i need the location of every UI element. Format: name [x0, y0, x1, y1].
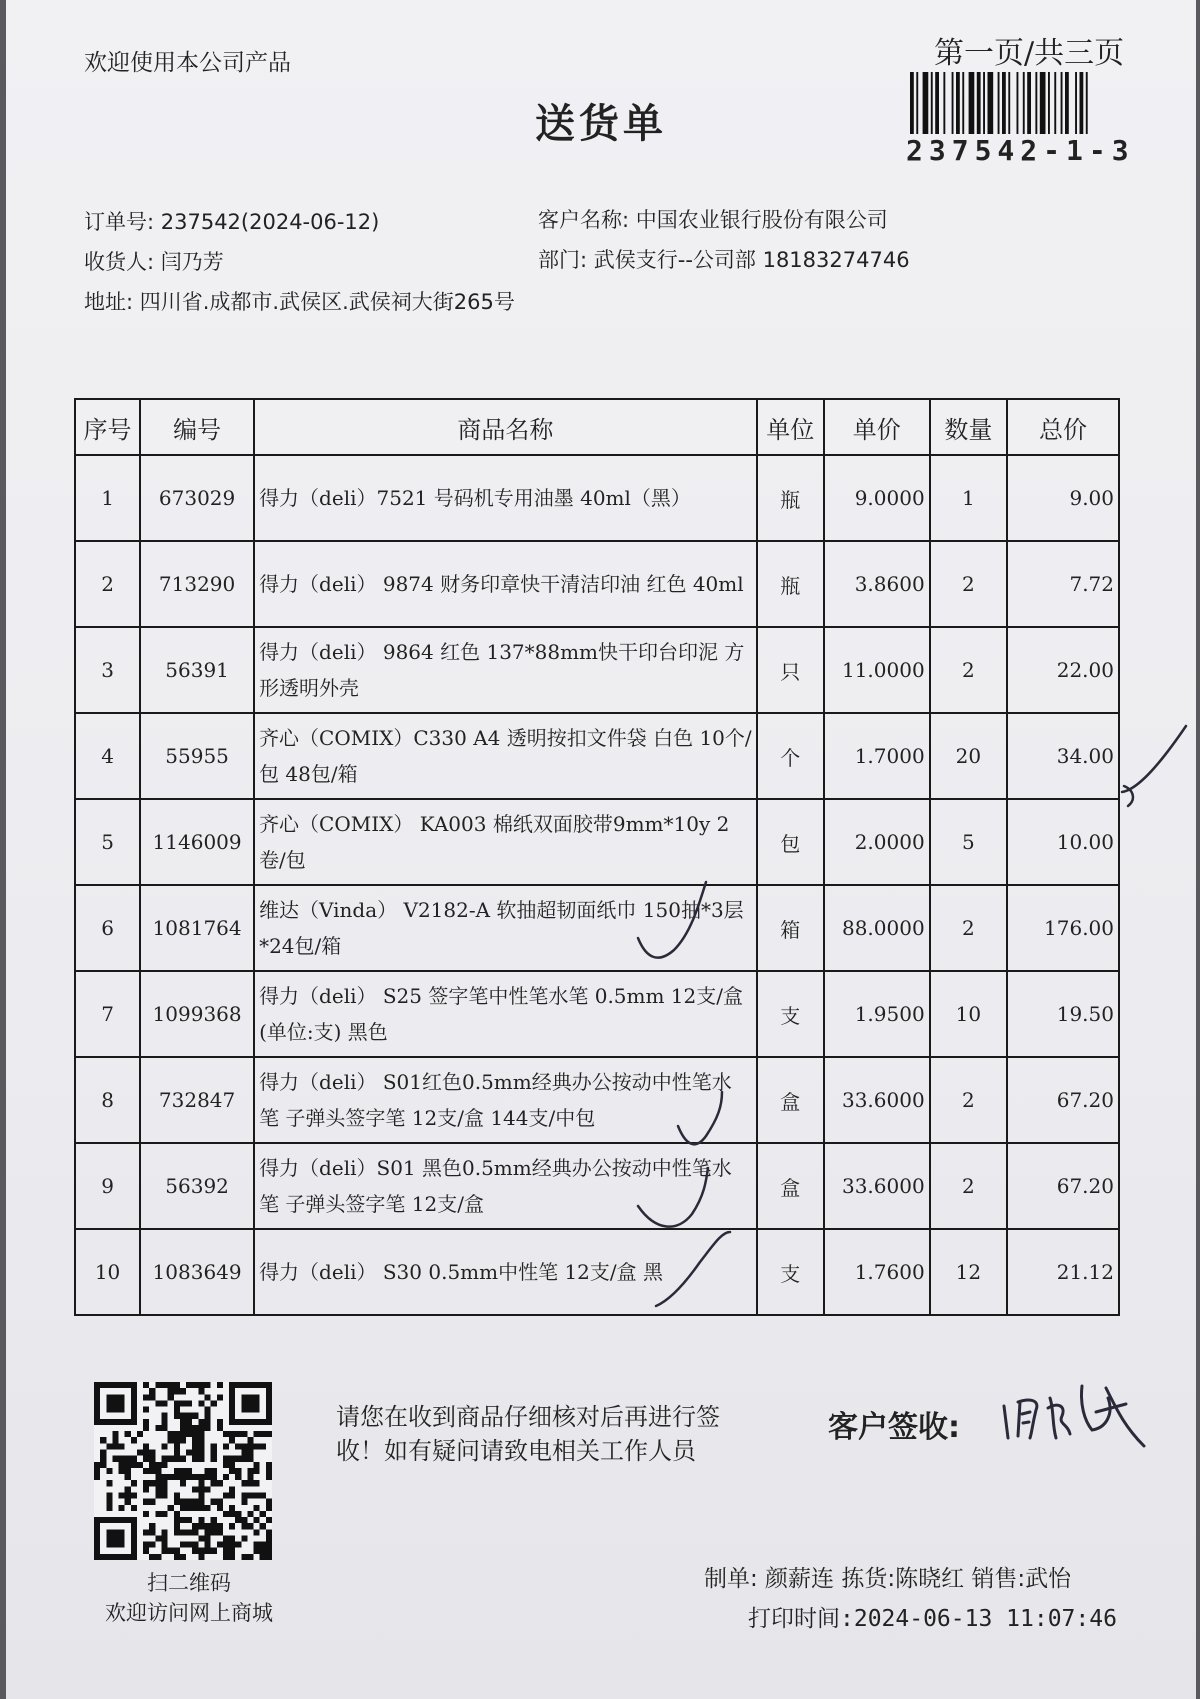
- row-qty: 20: [930, 713, 1007, 799]
- row-no: 1: [75, 455, 140, 541]
- table-row: [75, 627, 1119, 713]
- header-total: 总价: [1007, 399, 1119, 455]
- row-total: 19.50: [1007, 971, 1119, 1057]
- row-price: 1.9500: [824, 971, 930, 1057]
- row-unit: 盒: [757, 1143, 824, 1229]
- row-total: 7.72: [1007, 541, 1119, 627]
- row-total: 67.20: [1007, 1143, 1119, 1229]
- row-unit: 支: [757, 1229, 824, 1315]
- row-name: 得力（deli）7521 号码机专用油墨 40ml（黑）: [254, 455, 757, 541]
- row-code: 56392: [140, 1143, 254, 1229]
- row-unit: 只: [757, 627, 824, 713]
- row-name: 得力（deli） 9874 财务印章快干清洁印油 红色 40ml: [254, 541, 757, 627]
- row-name: 齐心（COMIX）C330 A4 透明按扣文件袋 白色 10个/包 48包/箱: [254, 713, 757, 799]
- items-table: [74, 398, 1120, 1316]
- row-no: 7: [75, 971, 140, 1057]
- row-code: 732847: [140, 1057, 254, 1143]
- table-header-row: [75, 399, 1119, 455]
- row-price: 88.0000: [824, 885, 930, 971]
- row-name: 得力（deli） S01红色0.5mm经典办公按动中性笔水笔 子弹头签字笔 12支/盒 144支/中包: [254, 1057, 757, 1143]
- row-qty: 2: [930, 541, 1007, 627]
- row-code: 56391: [140, 627, 254, 713]
- row-price: 9.0000: [824, 455, 930, 541]
- page-indicator: 第一页/共三页: [934, 36, 1125, 71]
- row-price: 33.6000: [824, 1057, 930, 1143]
- order-number: 订单号: 237542(2024-06-12): [84, 210, 380, 234]
- receiver-name: 收货人: 闫乃芳: [84, 250, 224, 274]
- table-row: [75, 971, 1119, 1057]
- row-name: 得力（deli） S30 0.5mm中性笔 12支/盒 黑: [254, 1229, 757, 1315]
- row-unit: 瓶: [757, 541, 824, 627]
- handwritten-signature: [996, 1368, 1146, 1458]
- header-unit: 单位: [757, 399, 824, 455]
- row-qty: 10: [930, 971, 1007, 1057]
- header-code: 编号: [140, 399, 254, 455]
- row-no: 4: [75, 713, 140, 799]
- row-qty: 2: [930, 627, 1007, 713]
- row-qty: 12: [930, 1229, 1007, 1315]
- row-total: 22.00: [1007, 627, 1119, 713]
- row-unit: 瓶: [757, 455, 824, 541]
- department: 部门: 武侯支行--公司部 18183274746: [538, 248, 910, 272]
- welcome-text: 欢迎使用本公司产品: [84, 50, 291, 76]
- header-name: 商品名称: [254, 399, 757, 455]
- row-name: 齐心（COMIX） KA003 棉纸双面胶带9mm*10y 2卷/包: [254, 799, 757, 885]
- qr-code: [94, 1382, 272, 1560]
- row-unit: 盒: [757, 1057, 824, 1143]
- customer-signature-label: 客户签收:: [828, 1410, 960, 1445]
- row-price: 33.6000: [824, 1143, 930, 1229]
- row-code: 1083649: [140, 1229, 254, 1315]
- header-price: 单价: [824, 399, 930, 455]
- customer-name: 客户名称: 中国农业银行股份有限公司: [538, 208, 888, 232]
- document-title: 送货单: [535, 101, 667, 147]
- inspection-notice: 请您在收到商品仔细核对后再进行签收！如有疑问请致电相关工作人员: [336, 1403, 720, 1465]
- row-total: 67.20: [1007, 1057, 1119, 1143]
- row-code: 55955: [140, 713, 254, 799]
- row-total: 34.00: [1007, 713, 1119, 799]
- row-qty: 2: [930, 885, 1007, 971]
- row-name: 得力（deli）S01 黑色0.5mm经典办公按动中性笔水笔 子弹头签字笔 12支/盒: [254, 1143, 757, 1229]
- row-unit: 支: [757, 971, 824, 1057]
- row-unit: 箱: [757, 885, 824, 971]
- row-price: 3.8600: [824, 541, 930, 627]
- row-code: 1099368: [140, 971, 254, 1057]
- row-no: 5: [75, 799, 140, 885]
- table-row: [75, 1229, 1119, 1315]
- row-total: 21.12: [1007, 1229, 1119, 1315]
- row-unit: 包: [757, 799, 824, 885]
- row-no: 2: [75, 541, 140, 627]
- row-no: 6: [75, 885, 140, 971]
- row-name: 得力（deli） S25 签字笔中性笔水笔 0.5mm 12支/盒(单位:支) 黑色: [254, 971, 757, 1057]
- row-no: 10: [75, 1229, 140, 1315]
- barcode-number: 237542-1-3: [906, 134, 1135, 167]
- row-qty: 5: [930, 799, 1007, 885]
- row-code: 713290: [140, 541, 254, 627]
- row-price: 11.0000: [824, 627, 930, 713]
- row-price: 2.0000: [824, 799, 930, 885]
- header-qty: 数量: [930, 399, 1007, 455]
- row-code: 1081764: [140, 885, 254, 971]
- row-total: 9.00: [1007, 455, 1119, 541]
- address: 地址: 四川省.成都市.武侯区.武侯祠大街265号: [84, 290, 515, 314]
- row-no: 3: [75, 627, 140, 713]
- row-name: 维达（Vinda） V2182-A 软抽超韧面纸巾 150抽*3层*24包/箱: [254, 885, 757, 971]
- table-row: [75, 1143, 1119, 1229]
- table-row: [75, 541, 1119, 627]
- qr-caption-line1: 扫二维码: [147, 1571, 231, 1595]
- row-code: 673029: [140, 455, 254, 541]
- row-no: 9: [75, 1143, 140, 1229]
- barcode: [910, 72, 1126, 134]
- row-qty: 1: [930, 455, 1007, 541]
- table-row: [75, 885, 1119, 971]
- row-total: 10.00: [1007, 799, 1119, 885]
- qr-caption-line2: 欢迎访问网上商城: [105, 1601, 273, 1625]
- header-no: 序号: [75, 399, 140, 455]
- qr-caption: [84, 1568, 294, 1628]
- delivery-note-paper: [6, 0, 1196, 1699]
- row-qty: 2: [930, 1143, 1007, 1229]
- row-price: 1.7600: [824, 1229, 930, 1315]
- table-row: [75, 799, 1119, 885]
- row-name: 得力（deli） 9864 红色 137*88mm快干印台印泥 方形透明外壳: [254, 627, 757, 713]
- row-total: 176.00: [1007, 885, 1119, 971]
- row-price: 1.7000: [824, 713, 930, 799]
- print-time: 打印时间:2024-06-13 11:07:46: [748, 1606, 1117, 1632]
- table-row: [75, 713, 1119, 799]
- row-qty: 2: [930, 1057, 1007, 1143]
- table-row: [75, 1057, 1119, 1143]
- row-no: 8: [75, 1057, 140, 1143]
- row-unit: 个: [757, 713, 824, 799]
- table-row: [75, 455, 1119, 541]
- row-code: 1146009: [140, 799, 254, 885]
- staff-info: 制单: 颜薪连 拣货:陈晓红 销售:武怡: [704, 1566, 1072, 1592]
